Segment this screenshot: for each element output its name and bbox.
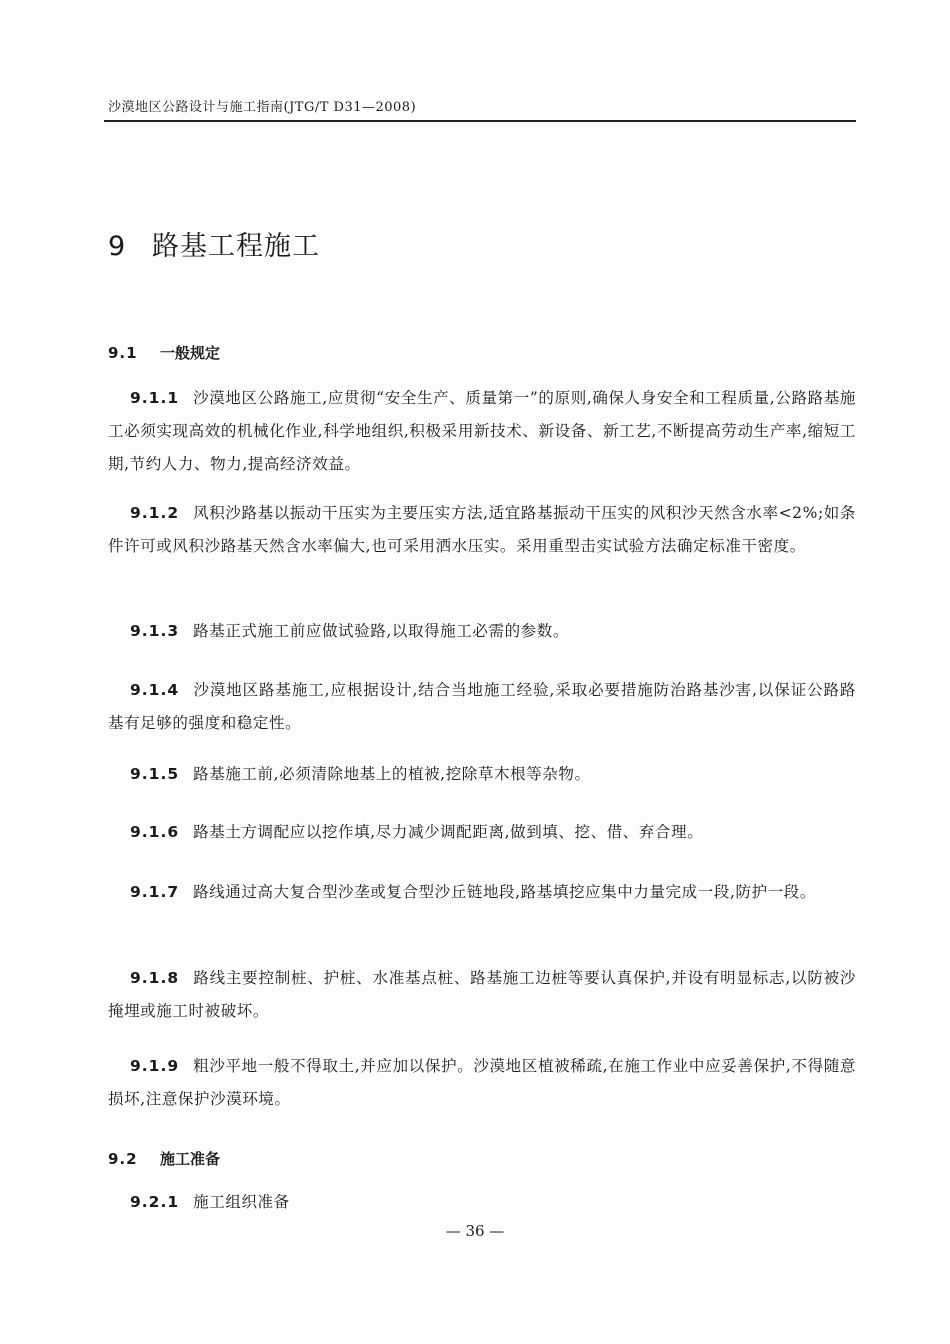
clause-paragraph [108, 876, 856, 909]
clause-number: 9.1.4 [130, 681, 180, 699]
running-header: 沙漠地区公路设计与施工指南(JTG/T D31—2008) [108, 100, 417, 115]
chapter-title-text: 路基工程施工 [152, 231, 320, 262]
clause-paragraph [108, 382, 856, 481]
clause-text: 风积沙路基以振动干压实为主要压实方法,适宜路基振动干压实的风积沙天然含水率<2%;如条件许可或风积沙路基天然含水率偏大,也可采用洒水压实。采用重型击实试验方法确定标准干密度。 [108, 504, 856, 555]
clause-paragraph [108, 816, 856, 849]
section-title: 施工准备 [160, 1150, 221, 1168]
clause-paragraph [108, 615, 856, 648]
chapter-title [108, 224, 320, 263]
clause-number: 9.1.1 [130, 389, 180, 407]
clause-number: 9.2.1 [130, 1193, 180, 1211]
clause-text: 路线通过高大复合型沙垄或复合型沙丘链地段,路基填挖应集中力量完成一段,防护一段。 [193, 883, 816, 901]
page-number: — 36 — [445, 1222, 505, 1240]
header-rule [104, 120, 856, 122]
section-number: 9.1 [108, 344, 138, 362]
clause-number: 9.1.8 [130, 969, 180, 987]
clause-paragraph [108, 1050, 856, 1116]
clause-paragraph [108, 497, 856, 563]
chapter-number: 9 [108, 231, 127, 262]
clause-text: 路基施工前,必须清除地基上的植被,挖除草木根等杂物。 [193, 765, 591, 783]
clause-text: 沙漠地区路基施工,应根据设计,结合当地施工经验,采取必要措施防治路基沙害,以保证公路路基有足够的强度和稳定性。 [108, 681, 856, 732]
clause-text: 路基正式施工前应做试验路,以取得施工必需的参数。 [193, 622, 569, 640]
clause-text: 路基土方调配应以挖作填,尽力减少调配距离,做到填、挖、借、弃合理。 [193, 823, 704, 841]
section-number: 9.2 [108, 1150, 138, 1168]
section-title: 一般规定 [160, 344, 221, 362]
clause-number: 9.1.9 [130, 1057, 180, 1075]
clause-number: 9.1.2 [130, 504, 180, 522]
clause-paragraph [108, 758, 856, 791]
clause-number: 9.1.7 [130, 883, 180, 901]
clause-paragraph [108, 1186, 856, 1219]
section-heading [108, 1148, 220, 1169]
clause-text: 沙漠地区公路施工,应贯彻“安全生产、质量第一”的原则,确保人身安全和工程质量,公路路基施工必须实现高效的机械化作业,科学地组织,积极采用新技术、新设备、新工艺,不断提高劳动生产率,缩短工期,节约人力、物力,提高经济效益。 [108, 389, 856, 473]
clause-text: 粗沙平地一般不得取土,并应加以保护。沙漠地区植被稀疏,在施工作业中应妥善保护,不得随意损坏,注意保护沙漠环境。 [108, 1057, 856, 1108]
clause-text: 路线主要控制桩、护桩、水准基点桩、路基施工边桩等要认真保护,并设有明显标志,以防被沙掩埋或施工时被破坏。 [108, 969, 856, 1020]
clause-number: 9.1.3 [130, 622, 180, 640]
clause-number: 9.1.6 [130, 823, 180, 841]
clause-text: 施工组织准备 [193, 1193, 290, 1211]
clause-paragraph [108, 674, 856, 740]
clause-paragraph [108, 962, 856, 1028]
clause-number: 9.1.5 [130, 765, 180, 783]
section-heading [108, 342, 220, 363]
